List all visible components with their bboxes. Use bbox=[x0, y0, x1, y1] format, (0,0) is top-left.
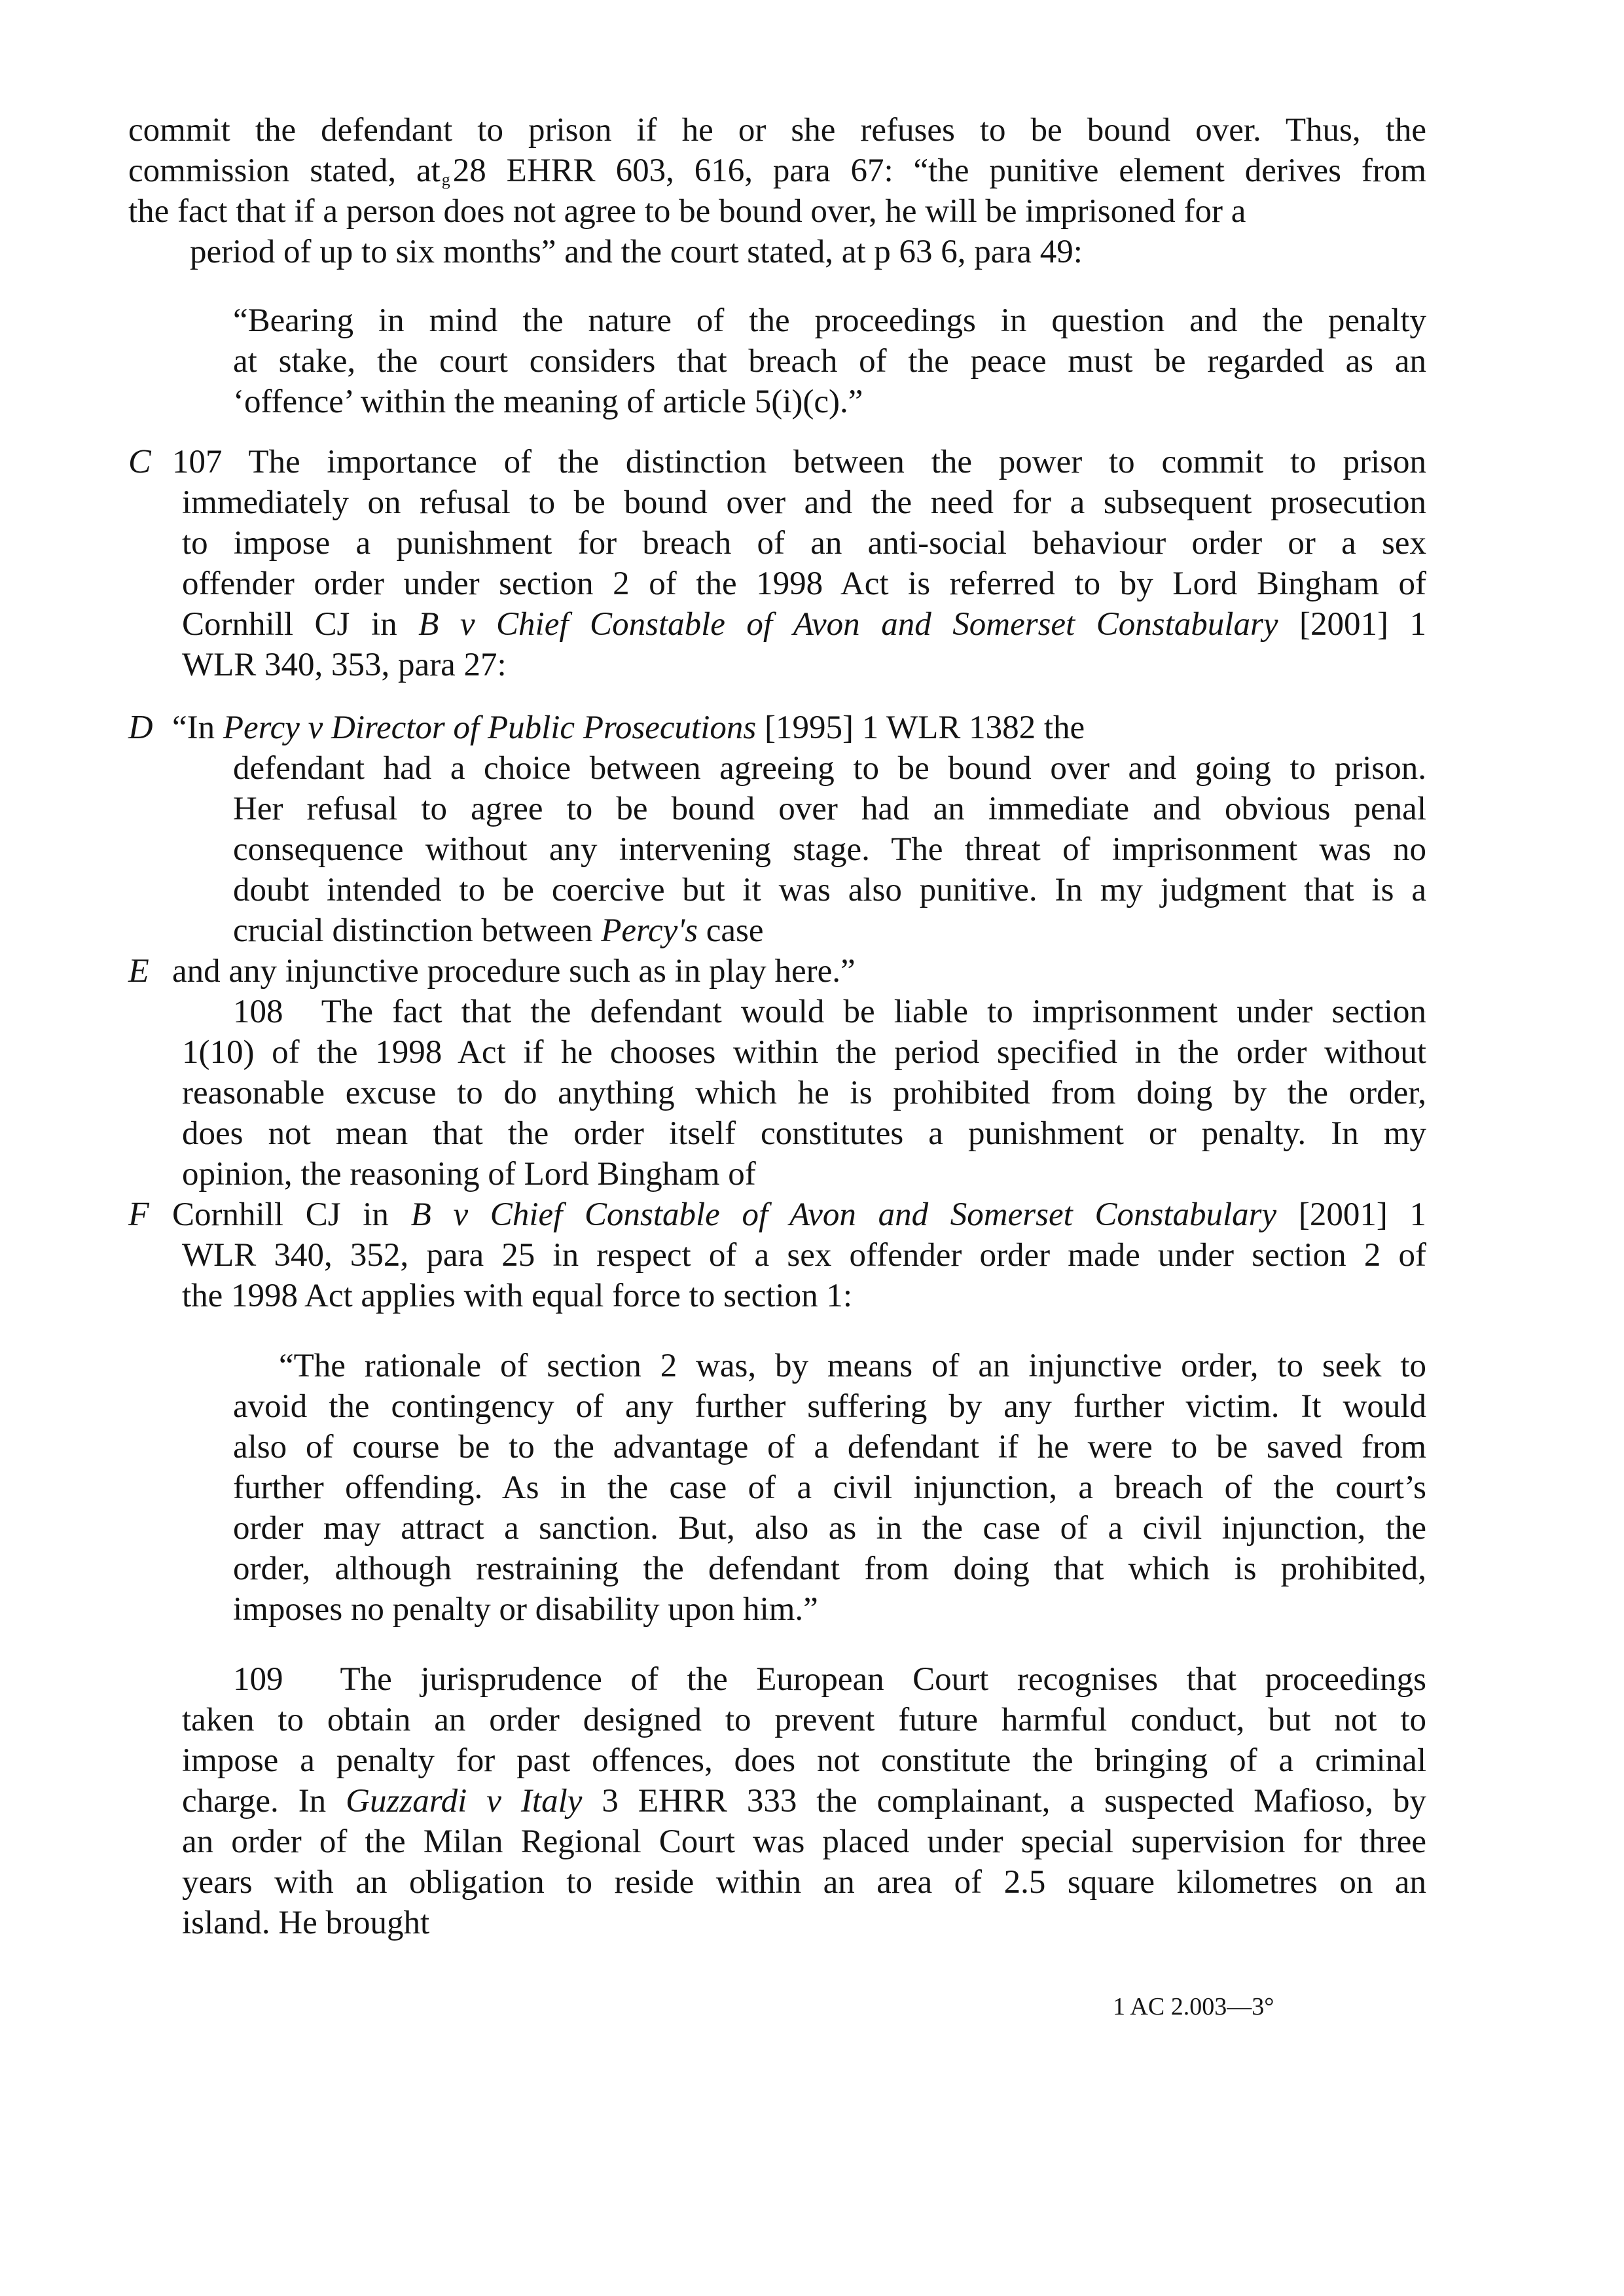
paragraph-108-line: 1(10) of the 1998 Act if he chooses within the period specified in the order without bbox=[182, 1034, 1426, 1071]
quote-line: at stake, the court considers that breach of the peace must be regarded as an bbox=[233, 343, 1426, 380]
paragraph-108-line: opinion, the reasoning of Lord Bingham of bbox=[182, 1156, 756, 1193]
quote-line: Her refusal to agree to be bound over had an immediate and obvious penal bbox=[233, 791, 1426, 827]
quote-line: “Bearing in mind the nature of the proceedings in question and the penalty bbox=[233, 302, 1426, 339]
margin-letter-e: E bbox=[128, 952, 149, 990]
paragraph-107-line: offender order under section 2 of the 1998 Act is referred to by Lord Bingham of bbox=[182, 565, 1426, 602]
paragraph-107-line bbox=[182, 604, 1426, 645]
quote-line: consequence without any intervening stage. The threat of imprisonment was no bbox=[233, 831, 1426, 868]
paragraph-107-line: WLR 340, 353, para 27: bbox=[182, 647, 507, 683]
paragraph-107-line: to impose a punishment for breach of an anti-social behaviour order or a sex bbox=[182, 525, 1426, 562]
text-segment: [1995] 1 WLR 1382 the bbox=[756, 709, 1085, 746]
text-segment: [2001] 1 bbox=[1276, 1196, 1427, 1233]
margin-letter-c: C bbox=[128, 443, 151, 480]
paragraph-107-line: immediately on refusal to be bound over and the need for a subsequent prosecution bbox=[182, 484, 1426, 521]
quote-line: also of course be to the advantage of a defendant if he were to be saved from bbox=[233, 1429, 1426, 1465]
paragraph-109-line: taken to obtain an order designed to prevent future harmful conduct, but not to bbox=[182, 1702, 1426, 1738]
paragraph-109-line: years with an obligation to reside within an area of 2.5 square kilometres on an bbox=[182, 1864, 1426, 1901]
text-segment: charge. In bbox=[182, 1783, 346, 1820]
paragraph-108-line: WLR 340, 352, para 25 in respect of a sex offender order made under section 2 of bbox=[182, 1237, 1426, 1274]
paragraph-109-line bbox=[182, 1781, 1426, 1821]
text-segment: [2001] 1 bbox=[1278, 606, 1426, 643]
text-line: period of up to six months” and the court stated, at p 63 6, para 49: bbox=[190, 234, 1083, 270]
margin-letter-f: F bbox=[128, 1196, 149, 1233]
paragraph-108-line: 108 The fact that the defendant would be liable to imprisonment under section bbox=[233, 994, 1426, 1030]
quote-line: order may attract a sanction. But, also as in the case of a civil injunction, the bbox=[233, 1510, 1426, 1547]
text-segment: Cornhill CJ in bbox=[172, 1196, 411, 1233]
text-segment: Cornhill CJ in bbox=[182, 606, 419, 643]
case-citation: Percy v Director of Public Prosecutions bbox=[223, 709, 757, 746]
paragraph-109-line: an order of the Milan Regional Court was placed under special supervision for three bbox=[182, 1823, 1426, 1860]
case-citation: Guzzardi v Italy bbox=[346, 1783, 583, 1820]
quote-line bbox=[172, 708, 1085, 748]
case-citation: B v Chief Constable of Avon and Somerset Constabulary bbox=[418, 606, 1278, 643]
page-footer-reference: 1 AC 2.003—3° bbox=[1113, 1993, 1274, 2020]
margin-letter-d: D bbox=[128, 709, 153, 746]
quote-line: defendant had a choice between agreeing to be bound over and going to prison. bbox=[233, 750, 1426, 787]
text-segment: “In bbox=[172, 709, 223, 746]
paragraph-108-line: does not mean that the order itself constitutes a punishment or penalty. In my bbox=[182, 1115, 1426, 1152]
text-segment: case bbox=[698, 912, 764, 949]
quote-line: further offending. As in the case of a civil injunction, a breach of the court’s bbox=[233, 1469, 1426, 1506]
text-segment: 28 EHRR 603, 616, para 67: “the punitive element derives from bbox=[452, 152, 1426, 189]
quote-line: avoid the contingency of any further suffering by any further victim. It would bbox=[233, 1388, 1426, 1425]
text-segment: 3 EHRR 333 the complainant, a suspected Mafioso, by bbox=[582, 1783, 1426, 1820]
paragraph-108-line bbox=[172, 1194, 1426, 1235]
quote-line: imposes no penalty or disability upon him.” bbox=[233, 1591, 818, 1628]
quote-line: order, although restraining the defendant from doing that which is prohibited, bbox=[233, 1551, 1426, 1587]
text-segment: commission stated, at bbox=[128, 152, 441, 189]
quote-line: doubt intended to be coercive but it was also punitive. In my judgment that is a bbox=[233, 872, 1426, 908]
paragraph-108-line: reasonable excuse to do anything which he is prohibited from doing by the order, bbox=[182, 1075, 1426, 1111]
quote-line: “The rationale of section 2 was, by means of an injunctive order, to seek to bbox=[279, 1348, 1426, 1384]
quote-line: ‘offence’ within the meaning of article 5(i)(c).” bbox=[233, 384, 863, 420]
quote-line: and any injunctive procedure such as in play here.” bbox=[172, 953, 856, 990]
case-citation: B v Chief Constable of Avon and Somerset Constabulary bbox=[410, 1196, 1277, 1233]
paragraph-108-line: the 1998 Act applies with equal force to section 1: bbox=[182, 1278, 852, 1314]
paragraph-109-line: 109 The jurisprudence of the European Court recognises that proceedings bbox=[233, 1661, 1426, 1698]
text-segment: crucial distinction between bbox=[233, 912, 602, 949]
paragraph-109-line: impose a penalty for past offences, does not constitute the bringing of a criminal bbox=[182, 1742, 1426, 1779]
text-line: the fact that if a person does not agree to be bound over, he will be imprisoned for a bbox=[128, 193, 1246, 230]
marginal-letter-g: g bbox=[441, 170, 450, 189]
paragraph-109-line: island. He brought bbox=[182, 1905, 430, 1941]
quote-line bbox=[233, 910, 764, 951]
text-line: commit the defendant to prison if he or she refuses to be bound over. Thus, the bbox=[128, 112, 1426, 149]
case-citation: Percy's bbox=[601, 912, 698, 949]
paragraph-107-line: 107 The importance of the distinction between the power to commit to prison bbox=[172, 444, 1426, 480]
